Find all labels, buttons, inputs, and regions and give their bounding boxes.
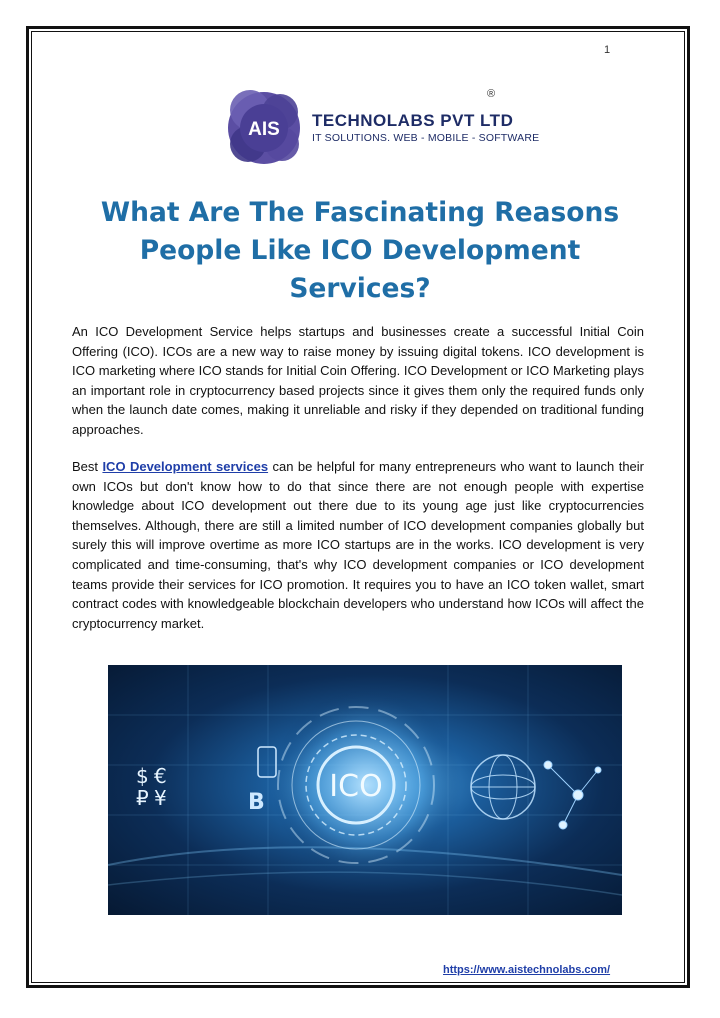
intro-paragraph: An ICO Development Service helps startups and businesses create a successful Initial Coin Offering (ICO). ICOs are a new way to raise money by issuing digital tokens. ICO development is ICO marketing where ICO stands for Initial Coin Offering. ICO Development or ICO Marketing plays an important role in cryptocurrency based projects since it gives them only the required funds only when the launch date comes, making it unreliable and risky if they depended on traditional funding approaches. xyxy=(72,324,644,437)
yen-symbol: ¥ xyxy=(154,786,167,810)
registered-mark: ® xyxy=(487,88,496,100)
ico-hero-image xyxy=(108,665,622,915)
services-paragraph xyxy=(72,457,644,633)
company-logo xyxy=(220,88,540,168)
bitcoin-icon: B xyxy=(248,790,265,815)
logo-mark-text: AIS xyxy=(248,119,280,140)
euro-symbol: € xyxy=(154,764,167,788)
paragraph-body: can be helpful for many entrepreneurs who want to launch their own ICOs but don't know how to do that since there are not enough people with expertise knowledge about ICO development out there due to its young age just like cryptocurrencies themselves. Although, there are still a limited number of ICO development companies globally but surely this will improve overtime as more ICO startups are in the works. ICO development is very complicated and time-consuming, that's why ICO development companies or ICO development teams provide their services for ICO promotion. It requires you to have an ICO token wallet, smart contract codes with knowledgeable blockchain developers who understand how ICOs will affect the cryptocurrency market. xyxy=(72,459,644,631)
logo-company-name: TECHNOLABS PVT LTD xyxy=(312,111,514,130)
ruble-symbol: ₽ xyxy=(136,786,149,810)
page-title: What Are The Fascinating Reasons People Like ICO Development Services? xyxy=(100,197,620,304)
dollar-symbol: $ xyxy=(136,764,149,788)
logo-tagline: IT SOLUTIONS. WEB - MOBILE - SOFTWARE xyxy=(312,132,540,144)
logo-mark-icon xyxy=(220,88,310,168)
ico-illustration xyxy=(108,665,622,915)
footer-website-link[interactable]: https://www.aistechnolabs.com/ xyxy=(443,964,611,976)
page-number: 1 xyxy=(604,44,611,56)
paragraph-prefix: Best xyxy=(72,459,103,474)
ico-center-label: ICO xyxy=(329,769,383,804)
ico-development-services-link[interactable]: ICO Development services xyxy=(102,459,269,474)
